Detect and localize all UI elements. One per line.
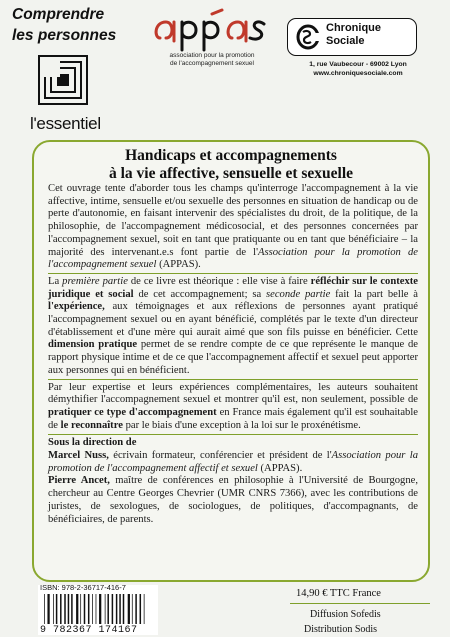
publisher-website: www.chroniquesociale.com <box>313 70 403 77</box>
distribution: Distribution Sodis <box>304 624 378 635</box>
text-span: La <box>48 275 63 287</box>
barcode-bar <box>128 594 130 624</box>
price-divider <box>290 603 430 604</box>
author-1-name: Marcel Nuss, <box>48 450 109 462</box>
barcode-bar <box>71 594 73 624</box>
appas-tagline <box>147 52 277 68</box>
text-span: en France mais également qu'il est souhaitable de <box>48 406 418 431</box>
paragraph-goals <box>48 382 418 433</box>
text-span: de cet accompagnement; sa <box>133 288 267 300</box>
publisher-name <box>326 22 381 48</box>
text-span: fait la part belle à <box>330 288 419 300</box>
barcode-bar <box>64 594 66 624</box>
price: 14,90 € TTC France <box>296 588 381 599</box>
barcode-bar <box>112 594 114 624</box>
barcode-bar <box>107 594 109 624</box>
divider <box>48 273 418 274</box>
bold-span: l'expérience, <box>48 301 105 313</box>
barcode-bar <box>76 594 78 624</box>
publisher-name-2: Sociale <box>326 35 365 47</box>
barcode-icon <box>44 594 154 624</box>
text-span: permet de se rendre compte de ce que représente le manque de rapport physique intime et de ce que l'accompagnement affectif et sexuel peut apporter aux personnes qui en bénéficient. <box>48 339 418 376</box>
publisher-name-1: Chronique <box>326 22 381 34</box>
author-2 <box>48 475 418 526</box>
direction-heading: Sous la direction de <box>48 437 137 449</box>
appas-tagline-2: de l'accompagnement sexuel <box>170 60 254 67</box>
publisher-address <box>288 60 428 78</box>
text-span: (APPAS). <box>156 259 201 271</box>
text-span: de ce livre est théorique : elle vise à faire <box>127 275 311 287</box>
publisher-street: 1, rue Vaubecour - 69002 Lyon <box>309 61 407 68</box>
book-title <box>32 147 430 183</box>
bold-span: le reconnaître <box>60 419 123 431</box>
text-span: Par leur expertise et leurs expériences complémentaires, les auteurs souhaitent démythifier l'accompagnement sexuel et montrer qu'il est, non seulement, possible de <box>48 381 418 406</box>
divider <box>48 434 418 435</box>
barcode-bar <box>96 594 97 624</box>
isbn-number: ISBN: 978-2-36717-416-7 <box>40 583 126 592</box>
barcode-bar <box>84 594 86 624</box>
series-line-2: les personnes <box>12 27 117 44</box>
chronique-sociale-icon <box>296 24 320 50</box>
barcode-bar <box>47 594 49 624</box>
text-span: écrivain formateur, conférencier et président de l' <box>108 450 332 462</box>
author-1 <box>48 450 418 475</box>
series-line-1: Comprendre <box>12 6 105 23</box>
text-span: maître de conférences en philosophie à l'Université de Bourgogne, chercheur au Centre Georges Chevrier (UMR CNRS 7366), avec les contributions de juristes, de sexologues, de sociologues, de politiques, d'accompagnants, de bénéficiaires, de parents. <box>48 475 419 525</box>
appas-tagline-1: association pour la promotion <box>169 52 255 59</box>
barcode-bar <box>80 594 81 624</box>
appas-logo-icon <box>152 8 270 52</box>
paragraph-parts <box>48 276 418 378</box>
barcode-bar <box>119 594 121 624</box>
series-label: l'essentiel <box>30 114 101 133</box>
barcode-bar <box>105 594 106 624</box>
summary-text <box>48 183 418 526</box>
barcode-bar <box>56 594 58 624</box>
barcode-digits: 9 782367 174167 <box>40 625 138 636</box>
text-span: (APPAS). <box>257 462 303 474</box>
barcode-bar <box>135 594 137 624</box>
barcode-bar <box>88 594 90 624</box>
paragraph-intro <box>48 183 418 272</box>
bold-span: pratiquer ce type d'accompagnement <box>48 406 217 418</box>
text-span: Cet ouvrage tente d'aborder tous les champs qu'interroge l'accompagnement à la vie affective, intime, sensuelle et/ou sexuelle des personnes en situation de handicap ou de perte d'autonomie, en faisant intervenir des spécialistes du droit, de la politique, de la philosophie, de l'accompagnement médicosocial, et des personnes concernées par l'accompagnement sexuel, soit en tant que pratiquante ou en tant que bénéficiaire – la majorité des intervenant.e.s font partie de l' <box>48 183 418 258</box>
bold-span: dimension pratique <box>48 339 138 351</box>
italic-span: Association pour la promotion de l'accompagnement sexuel <box>48 246 418 271</box>
barcode-bar <box>123 594 125 624</box>
italic-span: Association pour la promotion de l'accompagnement affectif et sexuel <box>48 450 418 474</box>
barcode-bar <box>60 594 62 624</box>
diffusion: Diffusion Sofedis <box>310 609 381 620</box>
book-title-line-1: Handicaps et accompagnements <box>125 147 337 164</box>
barcode-bar <box>92 594 93 624</box>
barcode-bar <box>132 594 133 624</box>
barcode-bar <box>116 594 118 624</box>
bold-span: réfléchir sur le contexte juridique et social <box>48 275 418 300</box>
series-title <box>12 4 142 46</box>
book-title-line-2: à la vie affective, sensuelle et sexuelle <box>108 165 354 182</box>
text-span: par le biais d'une exception à la loi sur le proxénétisme. <box>122 419 361 431</box>
divider <box>48 379 418 380</box>
series-logo-icon <box>38 55 88 105</box>
barcode-bar <box>68 594 70 624</box>
italic-span: première partie <box>62 275 128 287</box>
barcode-bar <box>53 594 54 624</box>
barcode-bar <box>144 594 145 624</box>
barcode-bar <box>99 594 101 624</box>
italic-span: seconde partie <box>266 288 331 300</box>
barcode-bar <box>140 594 142 624</box>
author-2-name: Pierre Ancet, <box>48 475 110 487</box>
text-span: aux témoignages et aux réflexions de personnes ayant pratiqué l'accompagnement sexuel ou en ayant bénéficié, complétés par le texte d'un directeur d'établissement et d'une mère qui aurait aimé que son fils puisse en bénéficier. Cette <box>48 301 418 338</box>
barcode-bar <box>44 594 45 624</box>
